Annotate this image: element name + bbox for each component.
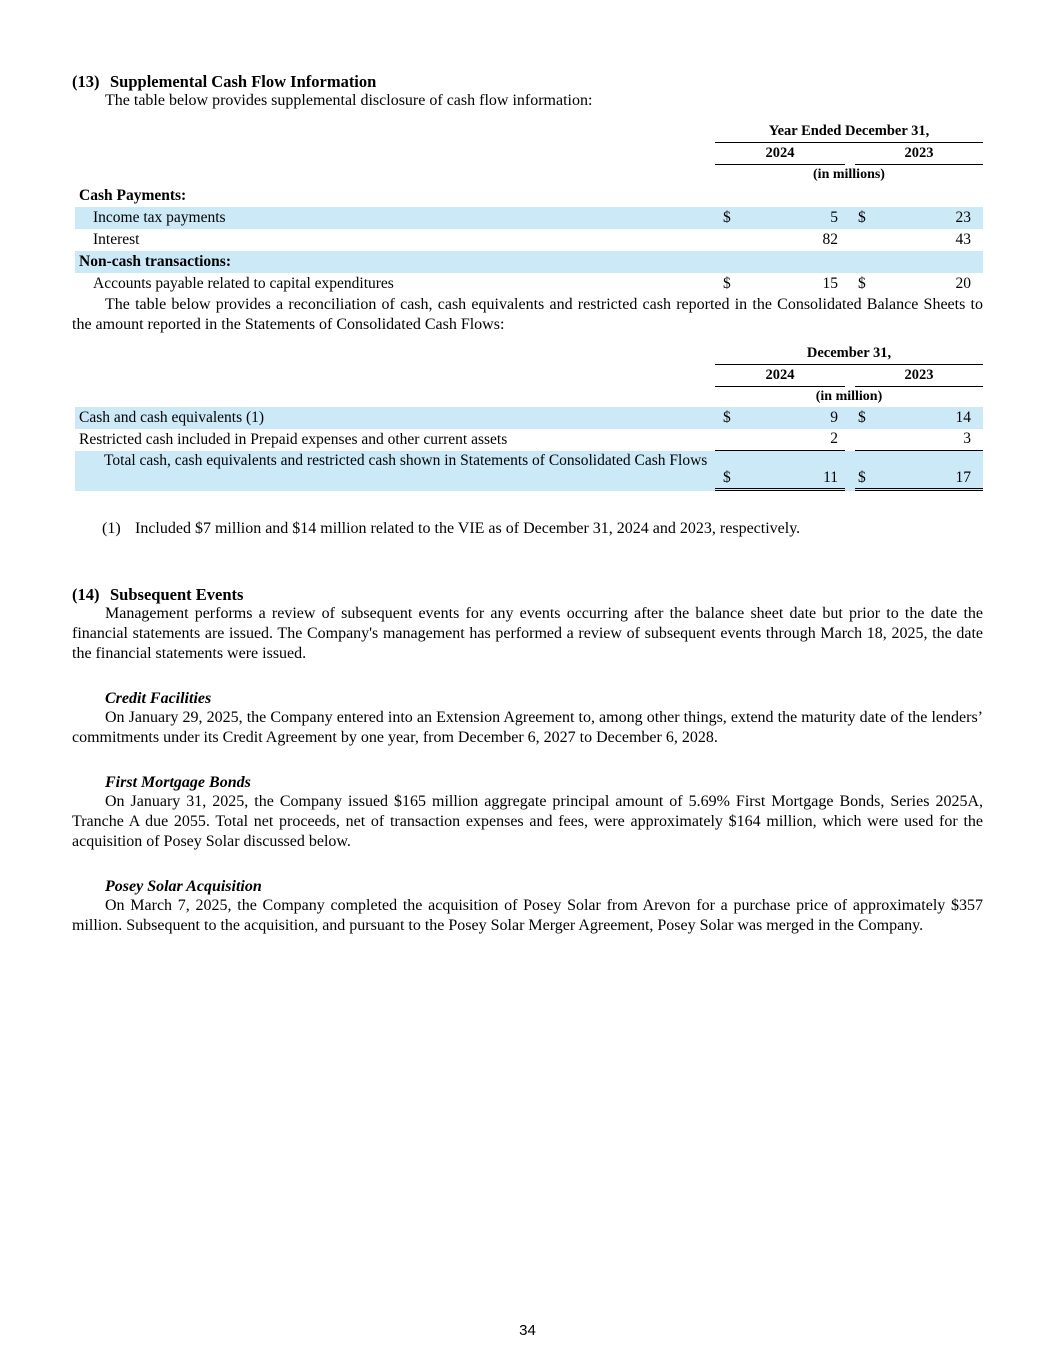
currency-symbol: $	[723, 275, 731, 292]
cell-value: 2	[830, 430, 838, 447]
row-label: Income tax payments	[93, 209, 226, 226]
section-13-number: (13)	[72, 72, 100, 91]
currency-symbol: $	[858, 275, 866, 292]
page-number: 34	[519, 1322, 536, 1339]
currency-symbol: $	[858, 469, 866, 486]
table-row	[75, 185, 983, 207]
row-label: Accounts payable related to capital expenditures	[93, 275, 394, 292]
table-row-total	[75, 451, 983, 491]
table-year-row	[75, 143, 983, 165]
row-label: Non-cash transactions:	[79, 253, 231, 270]
year-column-2024: 2024	[715, 143, 845, 165]
credit-facilities-heading: Credit Facilities	[105, 690, 212, 707]
table-row	[75, 273, 983, 295]
currency-symbol: $	[723, 469, 731, 486]
first-mortgage-bonds-heading: First Mortgage Bonds	[105, 774, 251, 791]
section-14-heading	[72, 585, 983, 604]
period-header: Year Ended December 31,	[715, 121, 983, 143]
footnote	[102, 519, 983, 539]
subsequent-events-paragraph: Management performs a review of subsequent events for any events occurring after the balance sheet date but prior to the date the financial statements are issued. The Company's management has performed a review of subsequent events through March 18, 2025, the date the financial statements were issued.	[72, 605, 983, 662]
cell-value: 23	[955, 209, 971, 226]
table-year-row	[75, 365, 983, 387]
year-column-2023: 2023	[855, 143, 983, 165]
cash-reconciliation-table	[75, 343, 983, 491]
cell-value: 15	[822, 275, 838, 292]
cell-value: 3	[963, 430, 971, 447]
row-label: Cash and cash equivalents (1)	[79, 409, 265, 426]
section-13-heading	[72, 72, 983, 91]
table-row	[75, 229, 983, 251]
row-label: Cash Payments:	[79, 187, 187, 204]
cell-value: 82	[822, 231, 838, 248]
cell-value: 5	[830, 209, 838, 226]
section-14-title: Subsequent Events	[110, 585, 244, 604]
table-header-row	[75, 121, 983, 143]
cell-value: 9	[830, 409, 838, 426]
reconciliation-intro-paragraph: The table below provides a reconciliation of cash, cash equivalents and restricted cash reported in the Consolidated Balance Sheets to the amount reported in the Statements of Consolidated Cash Flows:	[72, 296, 983, 333]
credit-facilities-paragraph: On January 29, 2025, the Company entered into an Extension Agreement to, among other things, extend the maturity date of the lenders’ commitments under its Credit Agreement by one year, from December 6, 2027 to December 6, 2028.	[72, 709, 983, 746]
posey-solar-paragraph: On March 7, 2025, the Company completed the acquisition of Posey Solar from Arevon for a purchase price of approximately $357 million. Subsequent to the acquisition, and pursuant to the Posey Solar Merger Agreement, Posey Solar was merged in the Company.	[72, 897, 983, 934]
supplemental-cash-flow-table	[75, 121, 983, 295]
table-row	[75, 429, 983, 451]
supplemental-intro-paragraph: The table below provides supplemental disclosure of cash flow information:	[105, 92, 593, 109]
currency-symbol: $	[723, 209, 731, 226]
row-label: Interest	[93, 231, 140, 248]
cell-value: 17	[955, 469, 971, 486]
currency-symbol: $	[723, 409, 731, 426]
table-header-row	[75, 343, 983, 365]
table-row	[75, 407, 983, 429]
first-mortgage-bonds-paragraph: On January 31, 2025, the Company issued $165 million aggregate principal amount of 5.69% First Mortgage Bonds, Series 2025A, Tranche A due 2055. Total net proceeds, net of transaction expenses and fees, were approximately $164 million, which were used for the acquisition of Posey Solar discussed below.	[72, 793, 983, 850]
row-label: Restricted cash included in Prepaid expenses and other current assets	[79, 431, 508, 448]
table-units-row	[75, 165, 983, 185]
year-column-2024: 2024	[715, 365, 845, 387]
posey-solar-heading: Posey Solar Acquisition	[105, 878, 262, 895]
section-14-number: (14)	[72, 585, 100, 604]
table-row	[75, 251, 983, 273]
table-row	[75, 207, 983, 229]
cell-value: 20	[955, 275, 971, 292]
year-column-2023: 2023	[855, 365, 983, 387]
row-label: Total cash, cash equivalents and restricted cash shown in Statements of Consolidated Cash Flows	[104, 452, 708, 469]
footnote-text: Included $7 million and $14 million related to the VIE as of December 31, 2024 and 2023, respectively.	[135, 520, 801, 537]
units-label: (in million)	[815, 389, 883, 404]
cell-value: 14	[955, 409, 971, 426]
section-13-title: Supplemental Cash Flow Information	[110, 72, 377, 91]
cell-value: 11	[823, 469, 838, 486]
currency-symbol: $	[858, 409, 866, 426]
table-units-row	[75, 387, 983, 407]
units-label: (in millions)	[813, 167, 885, 182]
currency-symbol: $	[858, 209, 866, 226]
footnote-marker: (1)	[102, 520, 121, 537]
cell-value: 43	[955, 231, 971, 248]
period-header: December 31,	[715, 343, 983, 365]
